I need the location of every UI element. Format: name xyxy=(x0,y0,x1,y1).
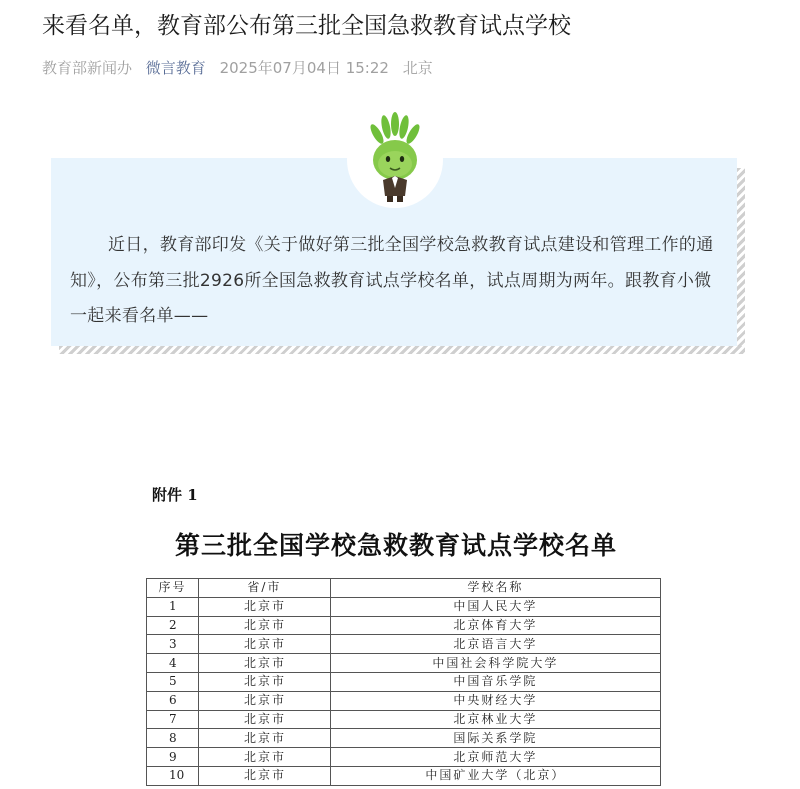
table-row xyxy=(147,710,661,729)
document-title: 第三批全国学校急救教育试点学校名单 xyxy=(175,531,618,560)
intro-card-shadow-bottom xyxy=(59,346,745,354)
row-province: 北京市 xyxy=(198,635,330,654)
row-index: 9 xyxy=(147,748,199,767)
row-school-name: 北京体育大学 xyxy=(330,616,660,635)
article-meta xyxy=(42,58,442,78)
table-row xyxy=(147,635,661,654)
attachment-label: 附件 1 xyxy=(152,486,198,504)
row-school-name: 中国矿业大学（北京） xyxy=(330,766,660,785)
mascot-icon xyxy=(347,112,443,208)
row-province: 北京市 xyxy=(198,672,330,691)
table-row xyxy=(147,672,661,691)
publish-location: 北京 xyxy=(402,59,433,77)
row-index: 2 xyxy=(147,616,199,635)
table-row xyxy=(147,597,661,616)
column-header: 省/市 xyxy=(198,579,330,598)
table-header-row xyxy=(147,579,661,598)
row-school-name: 中国音乐学院 xyxy=(330,672,660,691)
row-province: 北京市 xyxy=(198,616,330,635)
row-school-name: 北京师范大学 xyxy=(330,748,660,767)
row-school-name: 北京林业大学 xyxy=(330,710,660,729)
row-province: 北京市 xyxy=(198,597,330,616)
article-title: 来看名单，教育部公布第三批全国急救教育试点学校 xyxy=(42,13,571,39)
table-row xyxy=(147,766,661,785)
table-row xyxy=(147,748,661,767)
table-row xyxy=(147,654,661,673)
row-index: 5 xyxy=(147,672,199,691)
row-province: 北京市 xyxy=(198,748,330,767)
row-index: 6 xyxy=(147,691,199,710)
row-province: 北京市 xyxy=(198,729,330,748)
account-name-link[interactable]: 微言教育 xyxy=(145,59,206,77)
table-body xyxy=(147,597,661,785)
row-index: 10 xyxy=(147,766,199,785)
row-province: 北京市 xyxy=(198,691,330,710)
column-header: 序号 xyxy=(147,579,199,598)
row-school-name: 北京语言大学 xyxy=(330,635,660,654)
row-school-name: 中央财经大学 xyxy=(330,691,660,710)
article-source: 教育部新闻办 xyxy=(42,59,133,77)
mascot-badge xyxy=(347,112,443,208)
row-province: 北京市 xyxy=(198,710,330,729)
school-list-table xyxy=(146,578,661,786)
row-index: 4 xyxy=(147,654,199,673)
intro-paragraph: 近日，教育部印发《关于做好第三批全国学校急救教育试点建设和管理工作的通知》，公布第三批2926所全国急救教育试点学校名单，试点周期为两年。跟教育小微一起来看名单—— xyxy=(70,235,714,326)
table-row xyxy=(147,691,661,710)
row-index: 1 xyxy=(147,597,199,616)
row-school-name: 中国人民大学 xyxy=(330,597,660,616)
column-header: 学校名称 xyxy=(330,579,660,598)
row-province: 北京市 xyxy=(198,766,330,785)
publish-datetime: 2025年07月04日 15:22 xyxy=(219,59,389,77)
row-index: 7 xyxy=(147,710,199,729)
row-province: 北京市 xyxy=(198,654,330,673)
row-index: 8 xyxy=(147,729,199,748)
row-school-name: 国际关系学院 xyxy=(330,729,660,748)
row-index: 3 xyxy=(147,635,199,654)
intro-card-shadow-right xyxy=(737,168,745,354)
table-row xyxy=(147,729,661,748)
row-school-name: 中国社会科学院大学 xyxy=(330,654,660,673)
table-row xyxy=(147,616,661,635)
